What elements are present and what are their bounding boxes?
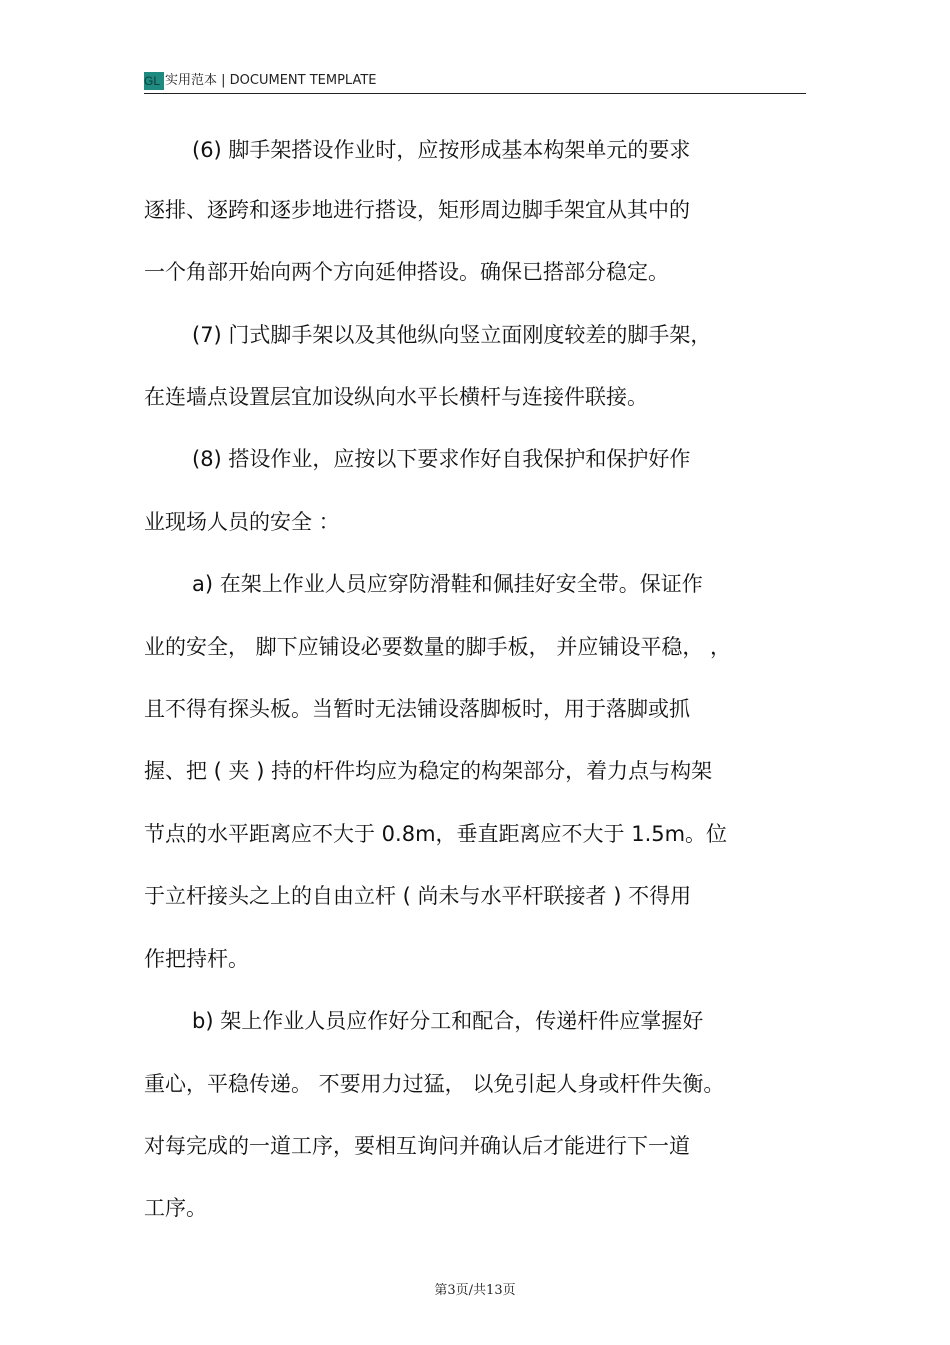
paragraph-8-line-1: (8) 搭设作业，应按以下要求作好自我保护和保护好作 <box>192 447 691 471</box>
page-indicator: 第3页/共13页 <box>434 1283 516 1298</box>
item-a-line-1: a) 在架上作业人员应穿防滑鞋和佩挂好安全带。保证作 <box>192 572 703 596</box>
paragraph-6-line-1: (6) 脚手架搭设作业时，应按形成基本构架单元的要求 <box>192 138 691 162</box>
paragraph-8-line-2: 业现场人员的安全 ： <box>144 510 340 534</box>
item-b-line-3: 对每完成的一道工序，要相互询问并确认后才能进行下一道 <box>144 1134 690 1158</box>
item-a-line-2: 业的安全， 脚下应铺设必要数量的脚手板， 并应铺设平稳， ， <box>144 635 732 659</box>
item-a-line-6: 于立杆接头之上的自由立杆 ( 尚未与水平杆联接者 ) 不得用 <box>144 884 692 908</box>
document-header <box>144 70 806 94</box>
paragraph-7-line-1: (7) 门式脚手架以及其他纵向竖立面刚度较差的脚手架， <box>192 323 712 347</box>
paragraph-7-line-2: 在连墙点设置层宜加设纵向水平长横杆与连接件联接。 <box>144 385 648 409</box>
item-a-line-7: 作把持杆。 <box>144 947 249 971</box>
paragraph-6-line-3: 一个角部开始向两个方向延伸搭设。确保已搭部分稳定。 <box>144 260 669 284</box>
gl-logo: GL <box>144 72 164 90</box>
item-b-line-4: 工序。 <box>144 1196 207 1220</box>
header-title: 实用范本 | DOCUMENT TEMPLATE <box>165 73 377 88</box>
item-b-line-1: b) 架上作业人员应作好分工和配合，传递杆件应掌握好 <box>192 1009 704 1033</box>
header-divider <box>144 93 806 94</box>
paragraph-6-line-2: 逐排、逐跨和逐步地进行搭设，矩形周边脚手架宜从其中的 <box>144 198 690 222</box>
item-b-line-2: 重心，平稳传递。 不要用力过猛， 以免引起人身或杆件失衡。 <box>144 1072 725 1096</box>
item-a-line-4: 握、把 ( 夹 ) 持的杆件均应为稳定的构架部分，着力点与构架 <box>144 759 713 783</box>
item-a-line-5: 节点的水平距离应不大于 0.8m，垂直距离应不大于 1.5m。位 <box>144 822 728 846</box>
item-a-line-3: 且不得有探头板。当暂时无法铺设落脚板时，用于落脚或抓 <box>144 697 690 721</box>
